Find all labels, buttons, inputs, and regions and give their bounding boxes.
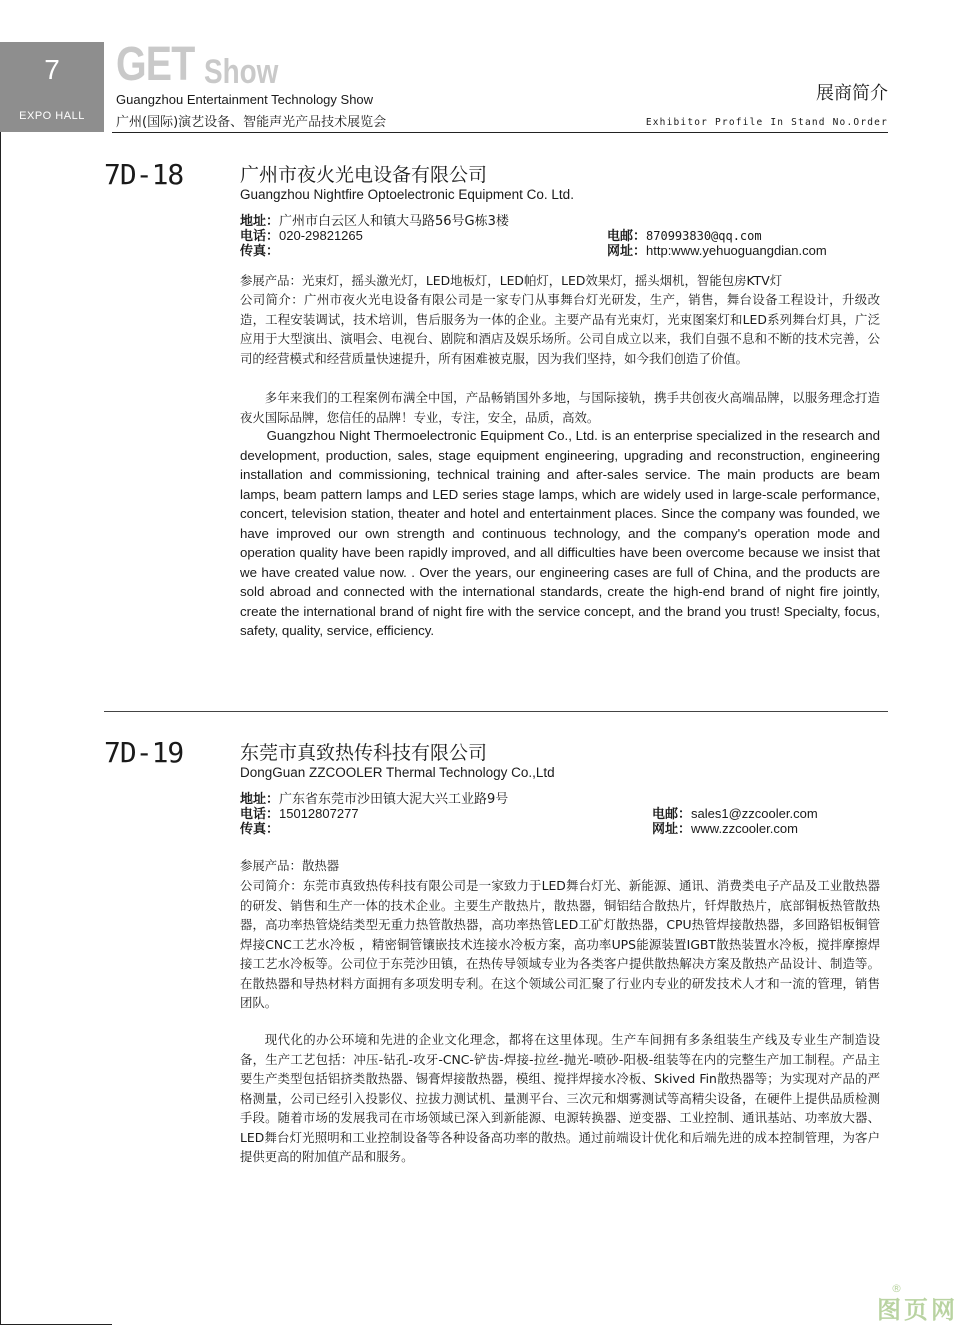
address-value: 广东省东莞市沙田镇大泥大兴工业路9号 — [279, 792, 509, 807]
intro-cn-paragraph: 公司简介：东莞市真致热传科技有限公司是一家致力于LED舞台灯光、新能源、通讯、消费类电子产品及工业散热器的研发、销售和生产一体的技术企业。主要生产散热片，散热器，铜铝结合散热片，钎焊散热片，底部铜板热管散热器，高功率热管烧结类型无重力热管散热器，高功率热管LED工矿灯散热器，CPU热管焊接散热器，多回路铝板铜管焊接CNC工艺水冷板 ，精密铜管镶嵌技术连接水冷板方案，高功率UPS能源装置IGBT散热装置水冷板，搅拌摩擦焊接工艺水冷板等。公司位于东莞沙田镇，在热传导领域专业为各类客户提供散热解决方案及散热产品设计、制造等。在散热器和导热材料方面拥有多项发明专利。在这个领域公司汇聚了行业内专业的研发技术人才和一流的管理，销售团队。 — [240, 878, 880, 1010]
web-label: 网址： — [652, 822, 692, 837]
watermark — [858, 1282, 958, 1322]
header-rule — [112, 132, 888, 133]
fax-field — [240, 240, 279, 259]
address-label: 地址： — [240, 214, 280, 229]
show-name-cn: 广州(国际)演艺设备、智能声光产品技术展览会 — [116, 115, 387, 130]
section-title: 展商简介 — [816, 83, 888, 104]
watermark-registered-mark: ® — [891, 1282, 902, 1295]
fax-label: 传真： — [240, 822, 280, 837]
hall-badge — [0, 42, 104, 132]
stand-number: 7D-18 — [104, 158, 184, 191]
address-label: 地址： — [240, 792, 280, 807]
hall-number: 7 — [44, 54, 60, 85]
show-name-en: Guangzhou Entertainment Technology Show — [116, 92, 374, 107]
company-name-en: Guangzhou Nightfire Optoelectronic Equipment Co. Ltd. — [240, 187, 574, 202]
web-link[interactable]: http:www.yehuoguangdian.com — [646, 243, 827, 258]
company-name-cn: 广州市夜火光电设备有限公司 — [240, 164, 488, 186]
logo-show: Show — [204, 53, 279, 91]
products-line: 参展产品：光束灯，摇头激光灯，LED地板灯，LED帕灯，LED效果灯，摇头烟机，智能包房KTV灯 — [240, 273, 783, 288]
email-value[interactable]: sales1@zzcooler.com — [691, 806, 818, 821]
intro-cn-paragraph: 公司简介：广州市夜火光电设备有限公司是一家专门从事舞台灯光研发，生产，销售，舞台设备工程设计，升级改造，工程安装调试，技术培训，售后服务为一体的企业。主要产品有光束灯，光束图案灯和LED系列舞台灯具，广泛应用于大型演出、演唱会、电视台、剧院和酒店及娱乐场所。公司自成立以来，我们自强不息和不断的技术完善，公司的经营模式和经营质量快速提升，所有困难被克服，因为我们坚持，如今我们创造了价值。 — [240, 292, 880, 366]
address-value: 广州市白云区人和镇大马路56号G栋3楼 — [279, 214, 509, 229]
web-field — [652, 818, 798, 837]
products-line: 参展产品：散热器 — [240, 858, 340, 873]
intro-cn-paragraph-2: 现代化的办公环境和先进的企业文化理念，都将在这里体现。生产车间拥有多条组装生产线及专业生产制造设备，生产工艺包括：冲压-钻孔-攻牙-CNC-铲齿-焊接-拉丝-抛光-喷砂-阳极-组装等在内的完整生产加工制程。产品主要生产类型包括铝挤类散热器、锡膏焊接散热器，模组、搅拌焊接水冷板、Skived Fin散热器等；为实现对产品的严格测量，公司已经引入投影仪、拉拔力测试机、量测平台、三次元和烟雾测试等高精尖设备，在硬件上提供品质检测手段。随着市场的发展我司在市场领域已深入到新能源、电源转换器、逆变器、工业控制、通讯基站、功率放大器、LED舞台灯光照明和工业控制设备等各种设备高功率的散热。通过前端设计优化和后端先进的成本控制管理，为客户提供更高的附加值产品和服务。 — [240, 1032, 880, 1164]
company-name-cn: 东莞市真致热传科技有限公司 — [240, 742, 488, 764]
phone-value: 15012807277 — [279, 806, 359, 821]
page-frame-left — [0, 132, 1, 1324]
stand-number: 7D-19 — [104, 736, 184, 769]
logo-get: GET — [116, 38, 195, 91]
web-label: 网址： — [607, 244, 647, 259]
web-link[interactable]: www.zzcooler.com — [691, 821, 798, 836]
email-label: 电邮： — [607, 229, 647, 244]
phone-label: 电话： — [240, 229, 280, 244]
company-name-en: DongGuan ZZCOOLER Thermal Technology Co.,Ltd — [240, 765, 555, 780]
web-field — [607, 240, 827, 259]
hall-label: EXPO HALL — [19, 110, 85, 122]
intro-en-paragraph: Guangzhou Night Thermoelectronic Equipment Co., Ltd. is an enterprise specialized in the research and development, production, sales, stage equipment engineering, upgrading and reconstruction, engineering installation and commissioning, technical training and after-sales service. The main products are beam lamps, beam pattern lamps and LED series stage lamps, which are widely used in large-scale performance, concert, television station, theater and hotel and entertainment places. Since the company was founded, we have improved our own strength and continuous technology, and the company's operation mode and operation quality have been rapidly improved, and all difficulties have been overcome because we insist that we have created value now. . Over the years, our engineering cases are full of China, and the products are sold abroad and connected with the international standards, create the high-end brand of night fire jointly, create the international brand of night fire with the service concept, and the brand you trust! Specialty, focus, safety, quality, service, efficiency. — [240, 428, 880, 638]
phone-value: 020-29821265 — [279, 228, 363, 243]
page-frame-bottom — [0, 1324, 112, 1325]
watermark-text: 图页网 — [877, 1296, 958, 1324]
fax-label: 传真： — [240, 244, 280, 259]
fax-field — [240, 818, 279, 837]
phone-label: 电话： — [240, 807, 280, 822]
email-value[interactable]: 870993830@qq.com — [646, 229, 762, 243]
intro-cn-paragraph-2: 多年来我们的工程案例布满全中国，产品畅销国外多地，与国际接轨，携手共创夜火高端品牌，以服务理念打造夜火国际品牌，您信任的品牌！专业，专注，安全，品质，高效。 — [240, 390, 880, 425]
section-subtitle: Exhibitor Profile In Stand No.Order — [645, 117, 888, 128]
entry-divider — [104, 711, 888, 712]
email-label: 电邮： — [652, 807, 692, 822]
